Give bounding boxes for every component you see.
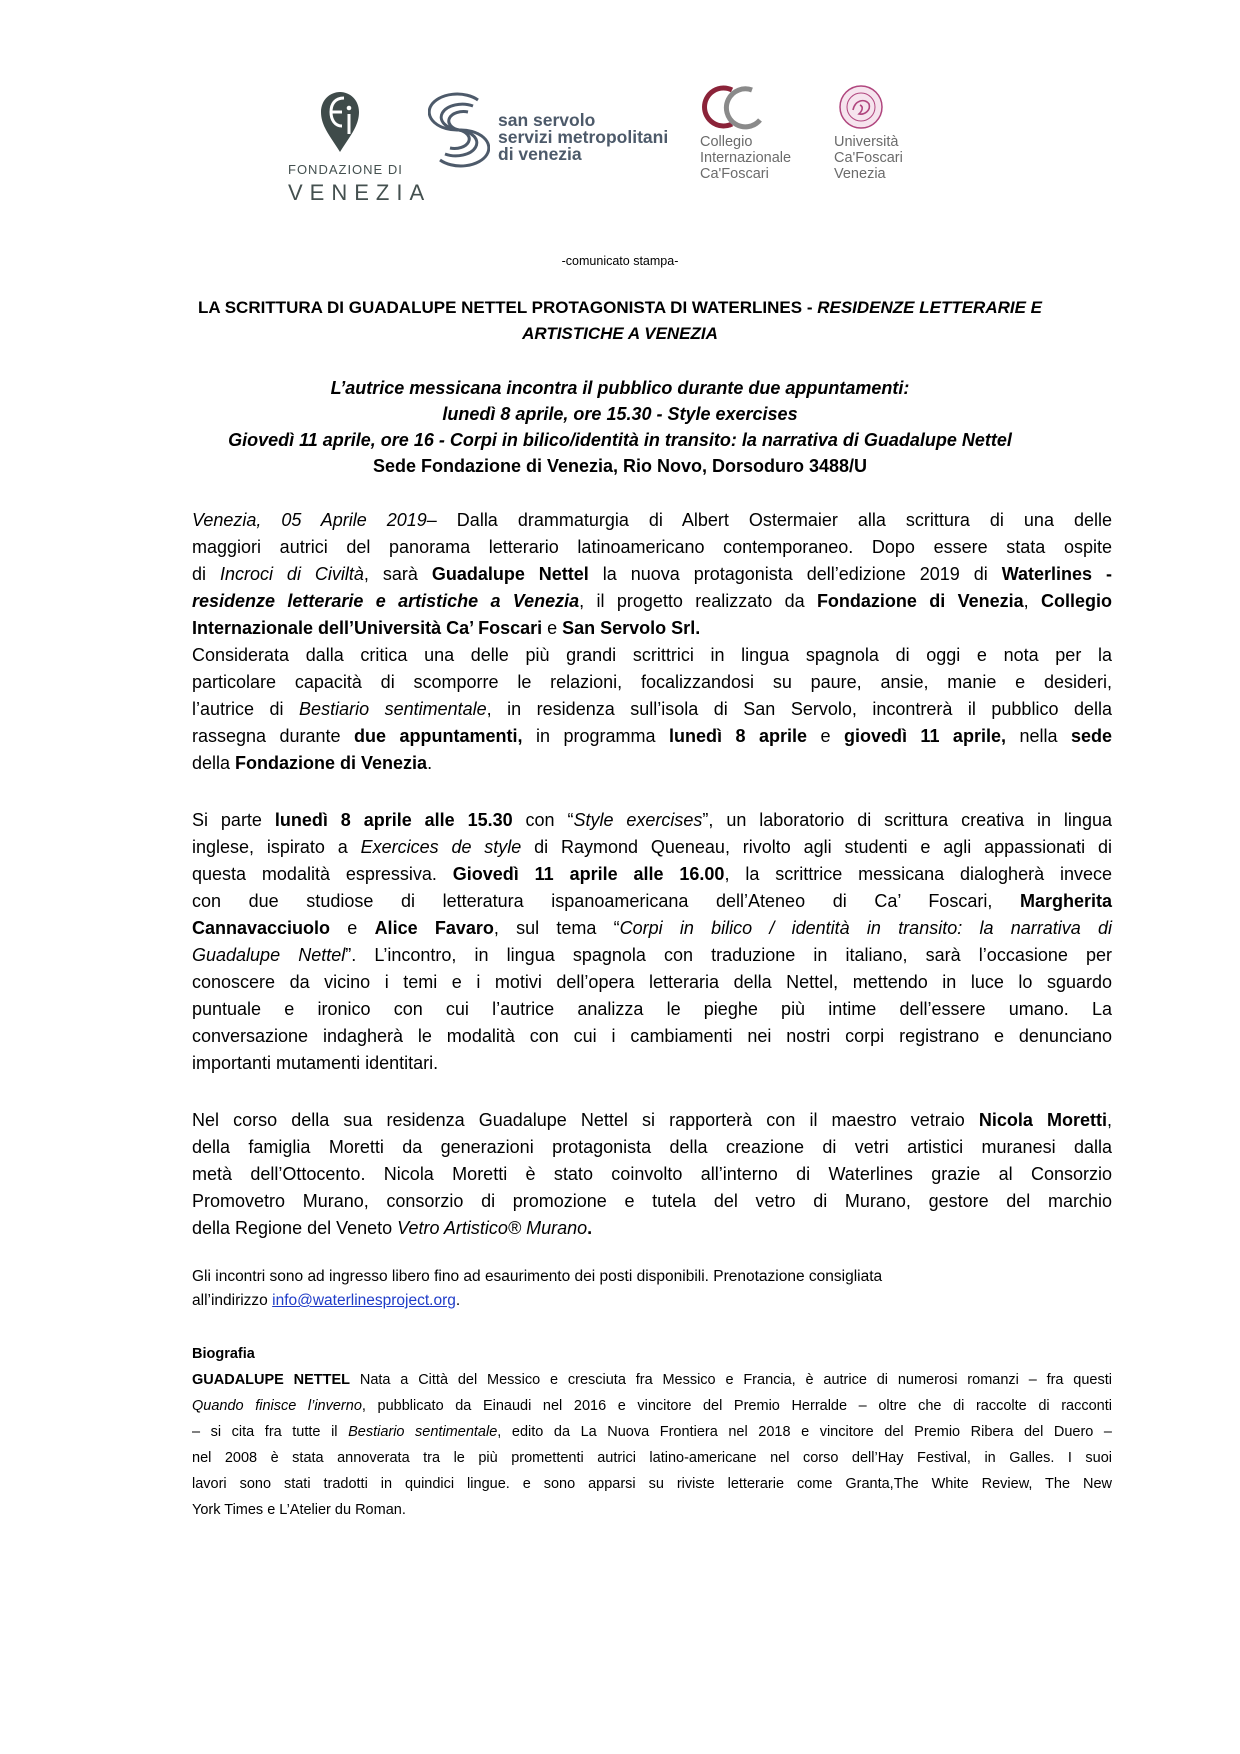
text-bold: Collegio xyxy=(1040,591,1112,611)
text: . xyxy=(427,753,433,773)
text-bold: Fondazione di Venezia xyxy=(816,591,1024,611)
p1-line xyxy=(192,510,1112,531)
collegio-cc-emblem-icon xyxy=(700,84,770,132)
collegio-line3: Ca'Foscari xyxy=(700,166,769,182)
text: , sarà xyxy=(363,564,432,584)
text-bold: giovedì 11 aprile, xyxy=(843,726,1006,746)
san-servolo-s-emblem-icon xyxy=(428,92,490,168)
text: Si parte xyxy=(192,810,275,830)
p1-line xyxy=(192,591,1112,612)
text-bold: Nicola Moretti xyxy=(978,1110,1107,1130)
text: , edito da La Nuova Frontiera nel 2018 e vincitore del Premio Ribera del Duero – xyxy=(497,1424,1112,1440)
universita-line1: Università xyxy=(834,134,899,150)
text: , in residenza sull’isola di San Servolo, incontrerà il pubblico della xyxy=(486,699,1112,719)
p3-line xyxy=(192,1218,1112,1239)
text: , la scrittrice messicana dialogherà invece xyxy=(724,864,1112,884)
fondazione-label-line1: FONDAZIONE DI xyxy=(288,162,403,177)
bio-line xyxy=(192,1424,1112,1440)
text-bold: Giovedì 11 aprile alle 16.00 xyxy=(452,864,725,884)
text-bold: lunedì 8 aprile xyxy=(669,726,807,746)
p2-line: puntuale e ironico con cui l’autrice analizza le pieghe più intime dell’essere umano. La xyxy=(192,999,1112,1019)
bio-line xyxy=(192,1372,1112,1388)
p2-line: importanti mutamenti identitari. xyxy=(192,1053,439,1073)
text: , xyxy=(1106,1110,1112,1130)
text: ”. L’incontro, in lingua spagnola con traduzione in italiano, sarà l’occasione per xyxy=(345,945,1112,965)
logo-collegio-internazionale xyxy=(700,84,810,184)
bio-line xyxy=(192,1398,1112,1414)
logo-san-servolo xyxy=(428,92,668,182)
text: – Dalla drammaturgia di Albert Ostermaier alla scrittura di una delle xyxy=(426,510,1112,530)
p1-line xyxy=(192,618,1112,639)
text: questa modalità espressiva. xyxy=(192,864,453,884)
title-regular: LA SCRITTURA DI GUADALUPE NETTEL PROTAGONISTA DI WATERLINES - xyxy=(197,298,818,317)
collegio-line2: Internazionale xyxy=(700,150,792,166)
text: ”, un laboratorio di scrittura creativa in lingua xyxy=(702,810,1112,830)
p3-line: metà dell’Ottocento. Nicola Moretti è stato coinvolto all’interno di Waterlines grazie al Consorzio xyxy=(192,1164,1112,1184)
info-line: Gli incontri sono ad ingresso libero fino ad esaurimento dei posti disponibili. Prenotazione consigliata xyxy=(192,1268,883,1285)
text: Nata a Città del Messico e cresciuta fra Messico e Francia, è autrice di numerosi romanzi – fra questi xyxy=(350,1372,1113,1388)
p1-line xyxy=(192,726,1112,747)
text: in programma xyxy=(522,726,669,746)
text: di Raymond Queneau, rivolto agli studenti e agli appassionati di xyxy=(521,837,1112,857)
text-italic: Incroci di Civiltà xyxy=(219,564,364,584)
p2-line xyxy=(192,810,1112,831)
text-bold: Waterlines - xyxy=(1001,564,1113,584)
universita-line3: Venezia xyxy=(834,166,886,182)
text: Nel corso della sua residenza Guadalupe Nettel si rapporterà con il maestro vetraio xyxy=(192,1110,979,1130)
p2-line xyxy=(192,837,1112,858)
p1-line xyxy=(192,699,1112,720)
p3-line xyxy=(192,1110,1112,1131)
text-italic: Corpi in bilico / identità in transito: la narrativa di xyxy=(619,918,1113,938)
text: della xyxy=(192,753,236,773)
text: l’autrice di xyxy=(192,699,300,719)
p1-line xyxy=(192,564,1112,585)
san-servolo-line3: di venezia xyxy=(498,144,582,164)
p1-line: maggiori autrici del panorama letterario latinoamericano contemporaneo. Dopo essere stata ospite xyxy=(192,537,1112,557)
text: , sul tema “ xyxy=(493,918,620,938)
p3-line: della famiglia Moretti da generazioni protagonista della creazione di vetri artistici muranesi dalla xyxy=(192,1137,1112,1157)
email-link[interactable]: info@waterlinesproject.org xyxy=(272,1292,456,1309)
logo-universita-ca-foscari xyxy=(834,84,924,184)
text-italic: Vetro Artistico® Murano xyxy=(397,1218,588,1238)
university-seal-icon xyxy=(838,84,884,130)
text-bold: lunedì 8 aprile alle 15.30 xyxy=(274,810,513,830)
subtitle-line1: L’autrice messicana incontra il pubblico durante due appuntamenti: xyxy=(330,378,910,398)
bio-line: York Times e L’Atelier du Roman. xyxy=(192,1502,406,1518)
text-italic: Guadalupe Nettel xyxy=(192,945,346,965)
text-bold: Guadalupe Nettel xyxy=(431,564,589,584)
text-bold: Cannavacciuolo xyxy=(192,918,331,938)
p2-line xyxy=(192,945,1112,966)
p2-line xyxy=(192,864,1112,885)
text-italic: Quando finisce l’inverno xyxy=(192,1398,362,1414)
info-line xyxy=(192,1292,1112,1310)
p2-line xyxy=(192,891,1112,912)
p1-line: particolare capacità di scomporre le relazioni, focalizzandosi su paure, ansie, manie e desideri, xyxy=(192,672,1112,692)
text-bold: Margherita xyxy=(1019,891,1112,911)
text: e xyxy=(330,918,375,938)
press-release-title-line2 xyxy=(0,324,1240,344)
biography-heading: Biografia xyxy=(192,1346,255,1362)
p2-line xyxy=(192,918,1112,939)
p2-line: conversazione indagherà le modalità con cui i cambiamenti nei nostri corpi registrano e denunciano xyxy=(192,1026,1112,1046)
text: , pubblicato da Einaudi nel 2016 e vincitore del Premio Herralde – oltre che di raccolte di racconti xyxy=(361,1398,1112,1414)
subtitle-event-thursday: Giovedì 11 aprile, ore 16 - Corpi in bilico/identità in transito: la narrativa di Guadalupe Nettel xyxy=(228,430,1012,450)
text-bold: sede xyxy=(1070,726,1112,746)
text-italic: Bestiario sentimentale xyxy=(348,1424,498,1440)
universita-line2: Ca'Foscari xyxy=(834,150,903,166)
title-italic: RESIDENZE LETTERARIE E xyxy=(817,298,1043,317)
text: con due studiose di letteratura ispanoamericana dell’Ateneo di Ca’ Foscari, xyxy=(192,891,1020,911)
text-bold: Alice Favaro xyxy=(374,918,494,938)
text: e xyxy=(542,618,563,638)
press-release-title-line1 xyxy=(0,298,1240,318)
text-italic: Style exercises xyxy=(573,810,703,830)
text: la nuova protagonista dell’edizione 2019 di xyxy=(588,564,1002,584)
text: inglese, ispirato a xyxy=(192,837,361,857)
text-bold: Internazionale dell’Università Ca’ Foscari xyxy=(192,618,543,638)
subtitle-event-monday: lunedì 8 aprile, ore 15.30 - Style exercises xyxy=(442,404,798,424)
bio-line: nel 2008 è stata annoverata tra le più promettenti autrici latino-americane nel corso dell’Hay Festival, in Galles. I suoi xyxy=(192,1450,1112,1466)
text-italic: Bestiario sentimentale xyxy=(299,699,487,719)
logo-fondazione-di-venezia xyxy=(288,88,432,205)
text: , xyxy=(1023,591,1041,611)
text: – si cita fra tutte il xyxy=(192,1424,349,1440)
dateline: Venezia, 05 Aprile 2019 xyxy=(192,510,427,530)
p1-line: Considerata dalla critica una delle più grandi scrittrici in lingua spagnola di oggi e nota per la xyxy=(192,645,1112,665)
text-bold: . xyxy=(587,1218,593,1238)
p2-line: conoscere da vicino i temi e i motivi dell’opera letteraria della Nettel, mettendo in luce lo sguardo xyxy=(192,972,1112,992)
text: nella xyxy=(1005,726,1071,746)
text-bold: due appuntamenti, xyxy=(354,726,523,746)
text-italic: Exercices de style xyxy=(360,837,522,857)
title-italic-line2: ARTISTICHE A VENEZIA xyxy=(522,324,718,343)
subtitle-venue: Sede Fondazione di Venezia, Rio Novo, Dorsoduro 3488/U xyxy=(372,456,868,476)
text: , il progetto realizzato da xyxy=(579,591,817,611)
press-release-kicker: -comunicato stampa- xyxy=(561,254,679,268)
text: . xyxy=(455,1292,461,1309)
collegio-line1: Collegio xyxy=(700,134,753,150)
text: rassegna durante xyxy=(192,726,355,746)
san-servolo-line2: servizi metropolitani xyxy=(498,127,669,147)
text-bold-italic: residenze letterarie e artistiche a Venezia xyxy=(192,591,580,611)
text-bold: Fondazione di Venezia xyxy=(235,753,428,773)
p3-line: Promovetro Murano, consorzio di promozione e tutela del vetro di Murano, gestore del marchio xyxy=(192,1191,1112,1211)
p1-line xyxy=(192,753,1112,774)
fondazione-emblem-icon xyxy=(318,90,362,154)
san-servolo-line1: san servolo xyxy=(498,110,596,130)
text-bold: San Servolo Srl. xyxy=(562,618,701,638)
text: all’indirizzo xyxy=(192,1292,273,1309)
text: di xyxy=(192,564,220,584)
text-bold: GUADALUPE NETTEL xyxy=(192,1372,351,1388)
text: della Regione del Veneto xyxy=(192,1218,398,1238)
bio-line: lavori sono stati tradotti in quindici lingue. e sono apparsi su riviste letterarie come Granta,The White Review, The New xyxy=(192,1476,1112,1492)
text: con “ xyxy=(512,810,574,830)
fondazione-label-line2: VENEZIA xyxy=(288,180,432,205)
text: e xyxy=(806,726,844,746)
